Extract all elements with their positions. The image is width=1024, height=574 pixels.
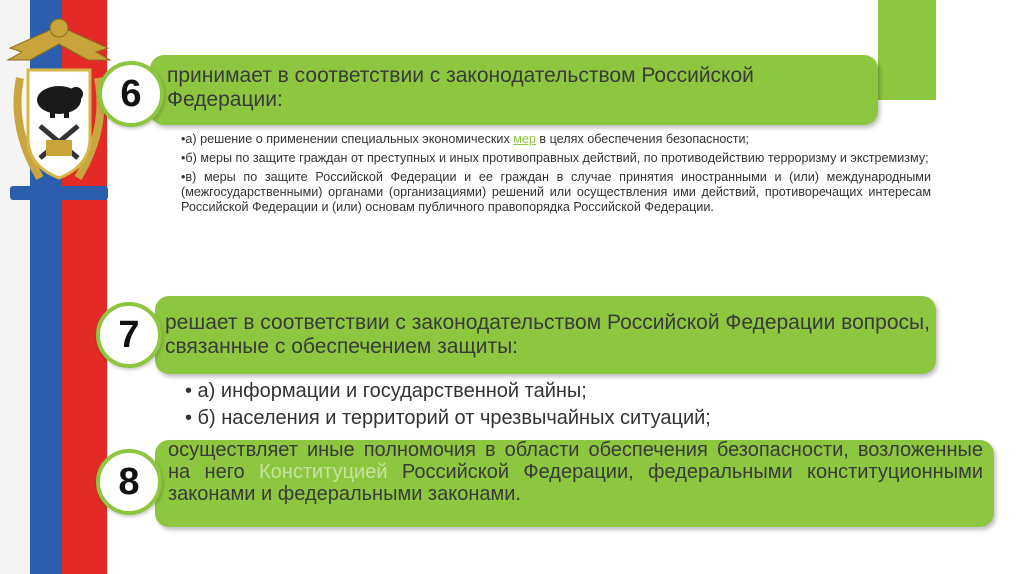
mer-link[interactable]: мер xyxy=(513,132,536,146)
item-7-list xyxy=(185,378,925,432)
list-item: •б) меры по защите граждан от преступных и иных противоправных действий, по противодействию терроризму и экстремизму; xyxy=(181,151,929,165)
item-6-list xyxy=(181,132,931,219)
item-8-number: 8 xyxy=(96,449,162,515)
list-item: •в) меры по защите Российской Федерации и ее граждан в случае принятия иностранными и (или) международными (межгосударственными) органами (организациями) решений или осуществления ими действий, противоречащих интересам Российской Федерации и (или) основам публичного правопорядка Российской Федерации. xyxy=(181,170,931,214)
list-item: • б) населения и территорий от чрезвычайных ситуаций; xyxy=(185,407,711,429)
list-item: • а) информации и государственной тайны; xyxy=(185,380,587,402)
item-6-title: принимает в соответствии с законодательством Российской Федерации: xyxy=(167,64,754,111)
top-accent-block xyxy=(878,0,936,100)
item-8-text: осуществляет иные полномочия в области обеспечения безопасности, возложенные на него Конституцией Российской Федерации, федеральными конституционными законами и федеральными законами. xyxy=(168,439,983,505)
constitution-link[interactable]: Конституцией xyxy=(259,461,388,483)
item-6-number: 6 xyxy=(98,61,164,127)
item-7-number: 7 xyxy=(96,302,162,368)
list-item: •а) решение о применении специальных экономических мер в целях обеспечения безопасности; xyxy=(181,132,750,146)
item-7-title: решает в соответствии с законодательством Российской Федерации вопросы, связанные с обеспечением защиты: xyxy=(165,311,930,358)
